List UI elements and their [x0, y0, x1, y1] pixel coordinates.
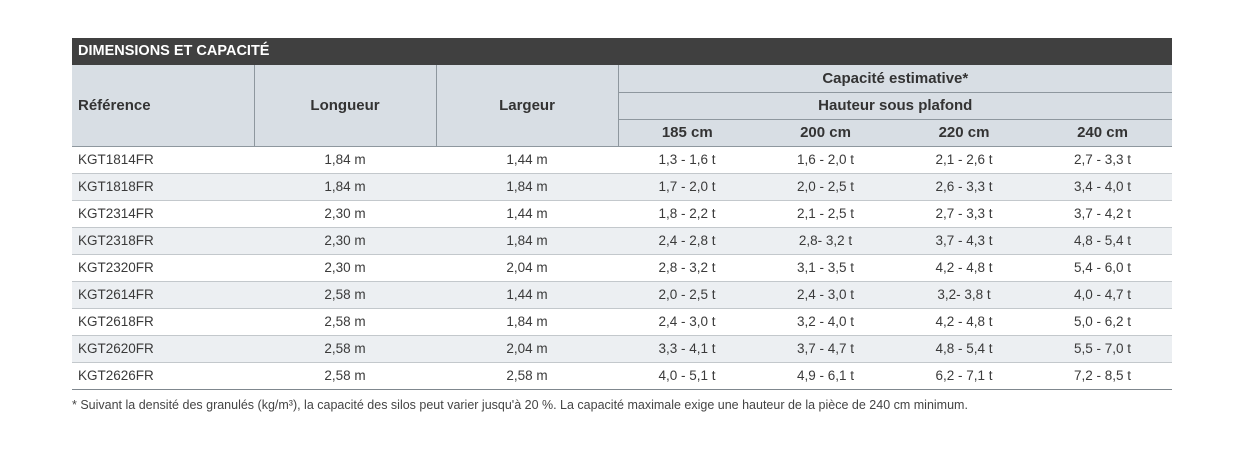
capacity-cell: 6,2 - 7,1 t: [895, 362, 1033, 389]
width-cell: 1,44 m: [436, 281, 618, 308]
dimensions-table-block: [72, 38, 1172, 390]
capacity-cell: 5,0 - 6,2 t: [1033, 308, 1172, 335]
width-cell: 1,44 m: [436, 146, 618, 173]
capacity-cell: 1,8 - 2,2 t: [618, 200, 756, 227]
length-cell: 2,58 m: [254, 335, 436, 362]
column-header-height-200: 200 cm: [756, 119, 895, 146]
capacity-cell: 4,8 - 5,4 t: [1033, 227, 1172, 254]
capacity-cell: 4,0 - 5,1 t: [618, 362, 756, 389]
reference-cell: KGT2626FR: [72, 362, 254, 389]
capacity-cell: 1,6 - 2,0 t: [756, 146, 895, 173]
dimensions-capacity-table: [72, 65, 1172, 390]
capacity-cell: 2,4 - 3,0 t: [756, 281, 895, 308]
capacity-cell: 7,2 - 8,5 t: [1033, 362, 1172, 389]
table-row: [72, 281, 1172, 308]
capacity-cell: 5,4 - 6,0 t: [1033, 254, 1172, 281]
table-title: DIMENSIONS ET CAPACITÉ: [72, 38, 1172, 65]
reference-cell: KGT2314FR: [72, 200, 254, 227]
table-body: [72, 146, 1172, 389]
table-row: [72, 146, 1172, 173]
length-cell: 2,30 m: [254, 200, 436, 227]
reference-cell: KGT2614FR: [72, 281, 254, 308]
capacity-cell: 2,7 - 3,3 t: [895, 200, 1033, 227]
capacity-cell: 2,7 - 3,3 t: [1033, 146, 1172, 173]
width-cell: 1,44 m: [436, 200, 618, 227]
capacity-cell: 3,1 - 3,5 t: [756, 254, 895, 281]
length-cell: 1,84 m: [254, 173, 436, 200]
capacity-cell: 3,2- 3,8 t: [895, 281, 1033, 308]
width-cell: 2,04 m: [436, 335, 618, 362]
capacity-cell: 3,7 - 4,7 t: [756, 335, 895, 362]
width-cell: 1,84 m: [436, 173, 618, 200]
capacity-cell: 2,4 - 2,8 t: [618, 227, 756, 254]
length-cell: 2,58 m: [254, 362, 436, 389]
capacity-cell: 5,5 - 7,0 t: [1033, 335, 1172, 362]
table-row: [72, 200, 1172, 227]
column-header-height-240: 240 cm: [1033, 119, 1172, 146]
capacity-cell: 2,6 - 3,3 t: [895, 173, 1033, 200]
column-header-height-185: 185 cm: [618, 119, 756, 146]
capacity-cell: 2,8- 3,2 t: [756, 227, 895, 254]
column-group-ceiling-height: Hauteur sous plafond: [618, 92, 1172, 119]
reference-cell: KGT1814FR: [72, 146, 254, 173]
column-header-width: Largeur: [436, 65, 618, 146]
reference-cell: KGT1818FR: [72, 173, 254, 200]
capacity-cell: 2,0 - 2,5 t: [756, 173, 895, 200]
reference-cell: KGT2618FR: [72, 308, 254, 335]
table-row: [72, 254, 1172, 281]
reference-cell: KGT2320FR: [72, 254, 254, 281]
capacity-cell: 4,2 - 4,8 t: [895, 308, 1033, 335]
capacity-cell: 3,2 - 4,0 t: [756, 308, 895, 335]
table-row: [72, 173, 1172, 200]
capacity-cell: 1,7 - 2,0 t: [618, 173, 756, 200]
table-row: [72, 308, 1172, 335]
width-cell: 2,04 m: [436, 254, 618, 281]
column-header-height-220: 220 cm: [895, 119, 1033, 146]
capacity-cell: 2,1 - 2,5 t: [756, 200, 895, 227]
capacity-cell: 4,2 - 4,8 t: [895, 254, 1033, 281]
capacity-cell: 4,8 - 5,4 t: [895, 335, 1033, 362]
table-header: [72, 65, 1172, 146]
table-row: [72, 227, 1172, 254]
table-row: [72, 335, 1172, 362]
width-cell: 1,84 m: [436, 308, 618, 335]
capacity-cell: 2,0 - 2,5 t: [618, 281, 756, 308]
header-row-capacity: [72, 65, 1172, 92]
reference-cell: KGT2620FR: [72, 335, 254, 362]
width-cell: 2,58 m: [436, 362, 618, 389]
length-cell: 2,58 m: [254, 281, 436, 308]
capacity-cell: 2,4 - 3,0 t: [618, 308, 756, 335]
capacity-cell: 3,7 - 4,3 t: [895, 227, 1033, 254]
capacity-cell: 1,3 - 1,6 t: [618, 146, 756, 173]
length-cell: 1,84 m: [254, 146, 436, 173]
reference-cell: KGT2318FR: [72, 227, 254, 254]
length-cell: 2,30 m: [254, 227, 436, 254]
column-header-length: Longueur: [254, 65, 436, 146]
column-header-reference: Référence: [72, 65, 254, 146]
capacity-cell: 2,1 - 2,6 t: [895, 146, 1033, 173]
capacity-cell: 4,9 - 6,1 t: [756, 362, 895, 389]
footnote: * Suivant la densité des granulés (kg/m³), la capacité des silos peut varier jusqu'à 20 %. La capacité maximale exige une hauteur de la pièce de 240 cm minimum.: [72, 398, 968, 412]
capacity-cell: 2,8 - 3,2 t: [618, 254, 756, 281]
capacity-cell: 3,3 - 4,1 t: [618, 335, 756, 362]
length-cell: 2,30 m: [254, 254, 436, 281]
capacity-cell: 3,4 - 4,0 t: [1033, 173, 1172, 200]
table-row: [72, 362, 1172, 389]
capacity-cell: 3,7 - 4,2 t: [1033, 200, 1172, 227]
width-cell: 1,84 m: [436, 227, 618, 254]
capacity-cell: 4,0 - 4,7 t: [1033, 281, 1172, 308]
length-cell: 2,58 m: [254, 308, 436, 335]
column-group-capacity: Capacité estimative*: [618, 65, 1172, 92]
